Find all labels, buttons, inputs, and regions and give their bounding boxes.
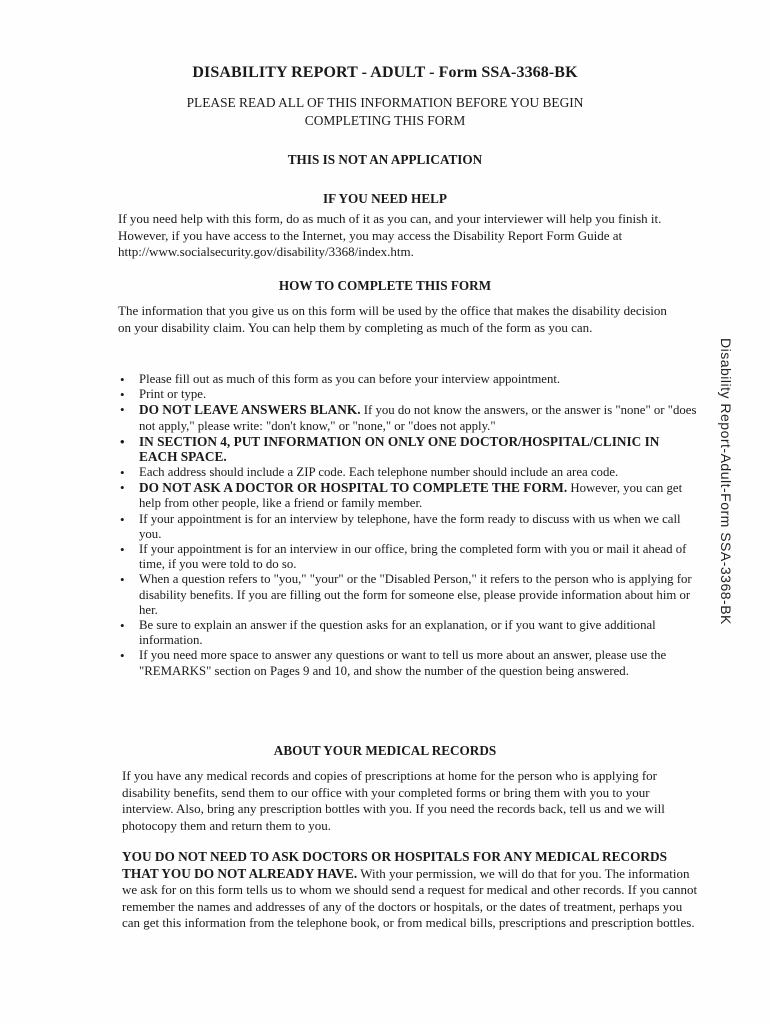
help-paragraph: If you need help with this form, do as much of it as you can, and your interviewer will help you finish it. However, if you have access to the Internet, you may access the Disability Report Form Guide at http://www.socialsecurity.gov/disability/3368/index.htm. — [118, 211, 662, 259]
instruction-text: If your appointment is for an interview by telephone, have the form ready to discuss with us when we call you. — [139, 511, 681, 541]
side-form-label: Disability Report-Adult-Form SSA-3368-BK — [718, 338, 734, 625]
instruction-text: Please fill out as much of this form as you can before your interview appointment. — [139, 372, 561, 386]
instruction-item — [118, 465, 698, 480]
instruction-item — [118, 372, 698, 387]
instruction-emphasis: DO NOT LEAVE ANSWERS BLANK. — [139, 402, 361, 418]
instructions-list — [118, 372, 698, 679]
instruction-text: Each address should include a ZIP code. Each telephone number should include an area code. — [139, 465, 619, 479]
intro-notice — [0, 94, 770, 130]
instruction-text: When a question refers to "you," "your" or the "Disabled Person," it refers to the person who is applying for disability benefits. If you are filling out the form for someone else, please provide information about him or her. — [139, 572, 692, 617]
medical-records-heading: ABOUT YOUR MEDICAL RECORDS — [273, 743, 497, 758]
instruction-text: Print or type. — [139, 387, 207, 402]
instruction-emphasis: IN SECTION 4, PUT INFORMATION ON ONLY ONE DOCTOR/HOSPITAL/CLINIC IN EACH SPACE. — [139, 433, 660, 465]
instruction-item — [118, 572, 698, 618]
medical-records-notice-emphasis: YOU DO NOT NEED TO ASK DOCTORS OR HOSPITALS FOR ANY MEDICAL RECORDS THAT YOU DO NOT ALREADY HAVE. — [122, 849, 668, 881]
how-to-paragraph: The information that you give us on this form will be used by the office that makes the disability decision on your disability claim. You can help them by completing as much of the form as you can. — [118, 303, 667, 335]
instruction-text: If you do not know the answers, or the answer is "none" or "does not apply," please write: "don't know," or "none," or "does not apply." — [139, 403, 697, 433]
not-application-heading: THIS IS NOT AN APPLICATION — [287, 152, 483, 167]
instruction-item — [118, 387, 698, 402]
intro-line-1: PLEASE READ ALL OF THIS INFORMATION BEFORE YOU BEGIN — [186, 95, 584, 110]
instruction-text: If you need more space to answer any questions or want to tell us more about an answer, please use the "REMARKS" section on Pages 9 and 10, and show the number of the question being answered. — [139, 648, 667, 678]
instruction-text: If your appointment is for an interview in our office, bring the completed form with you or mail it ahead of time, if you were told to do so. — [139, 542, 687, 572]
medical-records-paragraph: If you have any medical records and copies of prescriptions at home for the person who is applying for disability benefits, send them to our office with your completed forms or bring them with you to your interview. Also, bring any prescription bottles with you. If you need the records back, tell us and we will photocopy them and return them to you. — [122, 768, 665, 833]
instruction-item — [118, 402, 698, 433]
instruction-item — [118, 480, 698, 511]
instruction-item — [118, 434, 698, 465]
intro-line-2: COMPLETING THIS FORM — [304, 113, 466, 128]
instruction-item — [118, 648, 698, 678]
medical-records-notice-text: With your permission, we will do that for you. The information we ask for on this form tells us to whom we should send a request for medical and other records. If you cannot remember the names and addresses of any of the doctors or hospitals, or the dates of treatment, perhaps you can get this information from the telephone book, or from medical bills, prescriptions and prescription bottles. — [122, 865, 698, 930]
instruction-emphasis: DO NOT ASK A DOCTOR OR HOSPITAL TO COMPLETE THE FORM. — [139, 480, 568, 496]
form-title: DISABILITY REPORT - ADULT - Form SSA-3368-BK — [192, 64, 578, 81]
instruction-text: However, you can get help from other people, like a friend or family member. — [139, 481, 683, 511]
instruction-item — [118, 618, 698, 648]
instruction-text: Be sure to explain an answer if the question asks for an explanation, or if you want to give additional information. — [139, 618, 656, 648]
how-to-heading: HOW TO COMPLETE THIS FORM — [278, 278, 492, 293]
help-heading: IF YOU NEED HELP — [323, 191, 447, 206]
instruction-item — [118, 542, 698, 572]
instruction-item — [118, 512, 698, 542]
medical-records-notice — [122, 849, 700, 932]
